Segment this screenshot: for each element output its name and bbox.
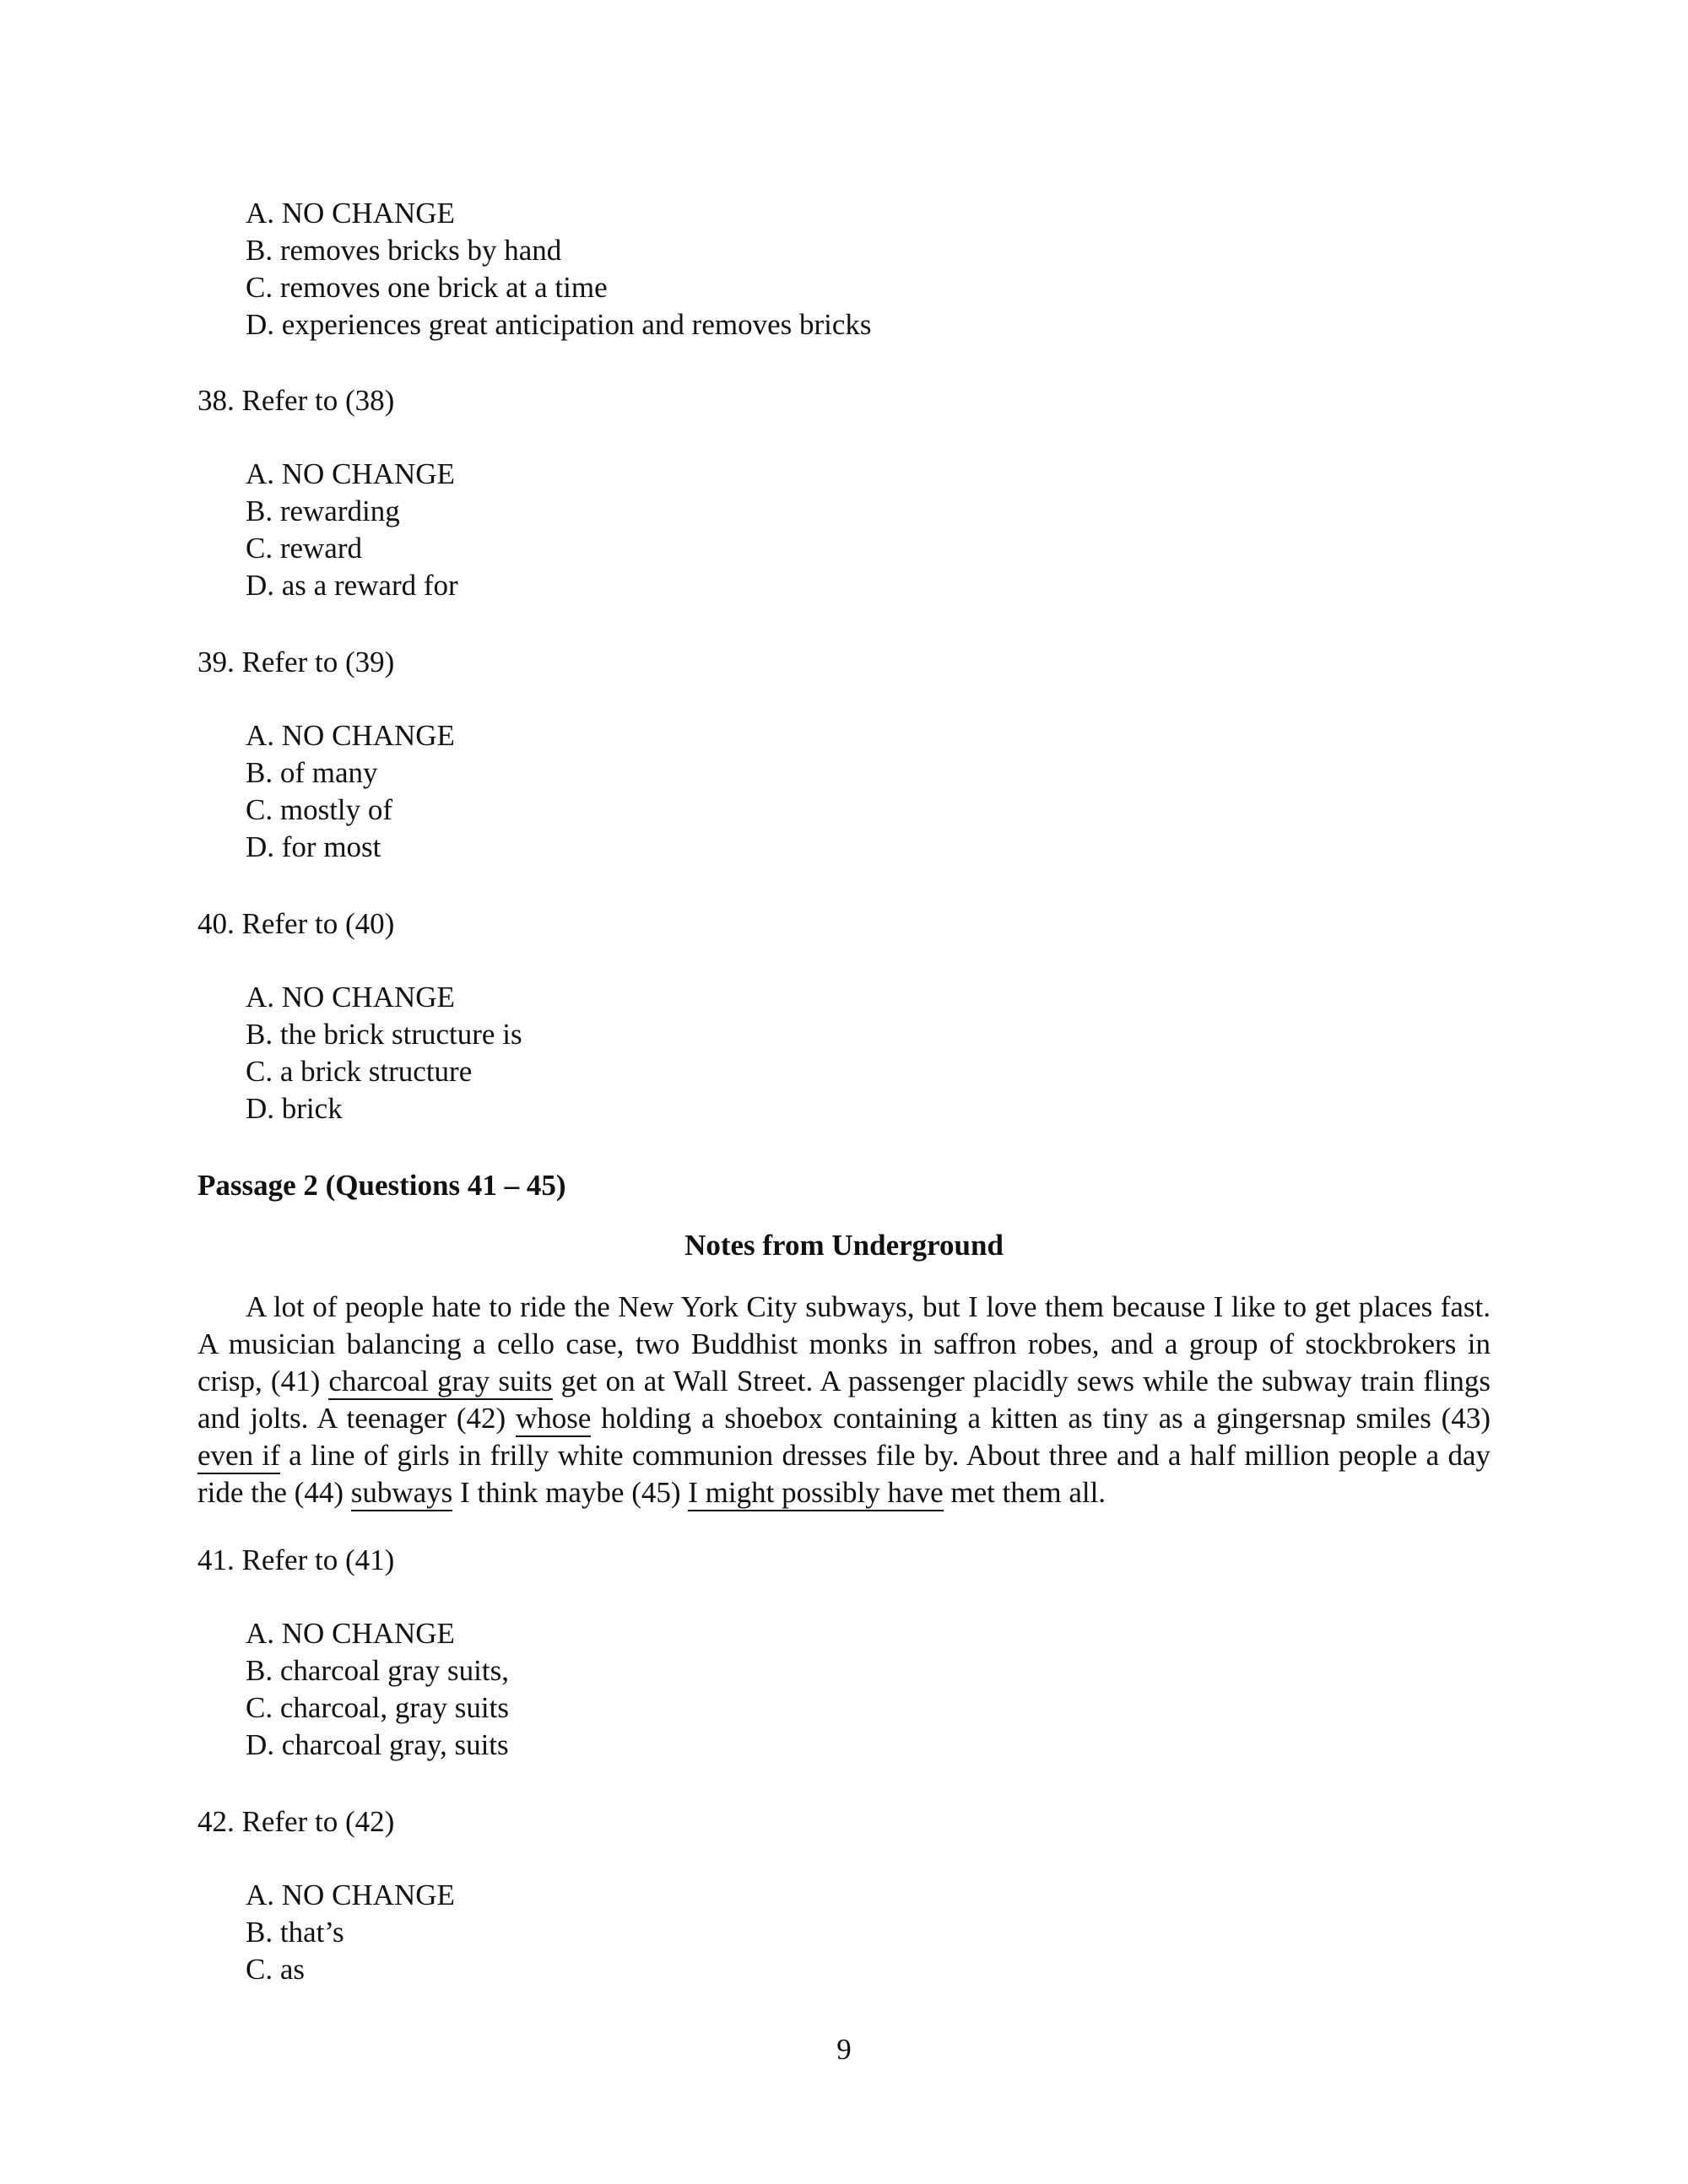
passage-body — [197, 1289, 1491, 1511]
option-b: B. of many — [246, 756, 378, 789]
option-c: C. reward — [246, 532, 363, 565]
underlined-41: charcoal gray suits — [328, 1365, 552, 1400]
option-a: A. NO CHANGE — [246, 197, 455, 230]
option-d: D. experiences great anticipation and removes bricks — [246, 308, 872, 341]
option-c: C. removes one brick at a time — [246, 271, 608, 304]
option-d: D. charcoal gray, suits — [246, 1728, 509, 1761]
option-c: C. charcoal, gray suits — [246, 1691, 509, 1724]
q37-options — [246, 195, 872, 343]
option-a: A. NO CHANGE — [246, 1879, 455, 1911]
option-c: C. a brick structure — [246, 1055, 473, 1088]
option-b: B. that’s — [246, 1916, 344, 1949]
option-a: A. NO CHANGE — [246, 457, 455, 490]
question-40-prompt: 40. Refer to (40) — [197, 907, 395, 940]
underlined-43: even if — [197, 1439, 280, 1474]
q42-options — [246, 1877, 455, 1988]
option-b: B. rewarding — [246, 495, 400, 527]
question-41-prompt: 41. Refer to (41) — [197, 1543, 395, 1576]
option-c: C. as — [246, 1953, 305, 1986]
question-42-prompt: 42. Refer to (42) — [197, 1805, 395, 1838]
option-b: B. charcoal gray suits, — [246, 1654, 509, 1687]
underlined-42: whose — [516, 1402, 591, 1437]
q41-options — [246, 1615, 509, 1764]
option-d: D. for most — [246, 830, 381, 863]
underlined-45: I might possibly have — [688, 1476, 943, 1511]
question-38-prompt: 38. Refer to (38) — [197, 384, 395, 417]
option-b: B. the brick structure is — [246, 1018, 522, 1051]
question-39-prompt: 39. Refer to (39) — [197, 646, 395, 678]
passage-heading: Passage 2 (Questions 41 – 45) — [197, 1169, 566, 1202]
option-a: A. NO CHANGE — [246, 1617, 455, 1650]
option-d: D. brick — [246, 1092, 343, 1125]
underlined-44: subways — [351, 1476, 453, 1511]
option-c: C. mostly of — [246, 793, 393, 826]
option-a: A. NO CHANGE — [246, 981, 455, 1014]
option-d: D. as a reward for — [246, 569, 458, 602]
q40-options — [246, 979, 522, 1127]
page-number: 9 — [836, 2033, 852, 2066]
option-b: B. removes bricks by hand — [246, 234, 562, 267]
q38-options — [246, 456, 458, 604]
q39-options — [246, 717, 455, 866]
passage-title: Notes from Underground — [684, 1229, 1004, 1262]
option-a: A. NO CHANGE — [246, 719, 455, 752]
passage-paragraph: A lot of people hate to ride the New York City subways, but I love them because I like to get places fast. A musician balancing a cello case, two Buddhist monks in saffron robes, and a group of stockbrokers in crisp, (41) charcoal gray suits get on at Wall Street. A passenger placidly sews while the subway train flings and jolts. A teenager (42) whose holding a shoebox containing a kitten as tiny as a gingersnap smiles (43) even if a line of girls in frilly white communion dresses file by. About three and a half million people a day ride the (44) subways I think maybe (45) I might possibly have met them all. — [197, 1289, 1491, 1511]
